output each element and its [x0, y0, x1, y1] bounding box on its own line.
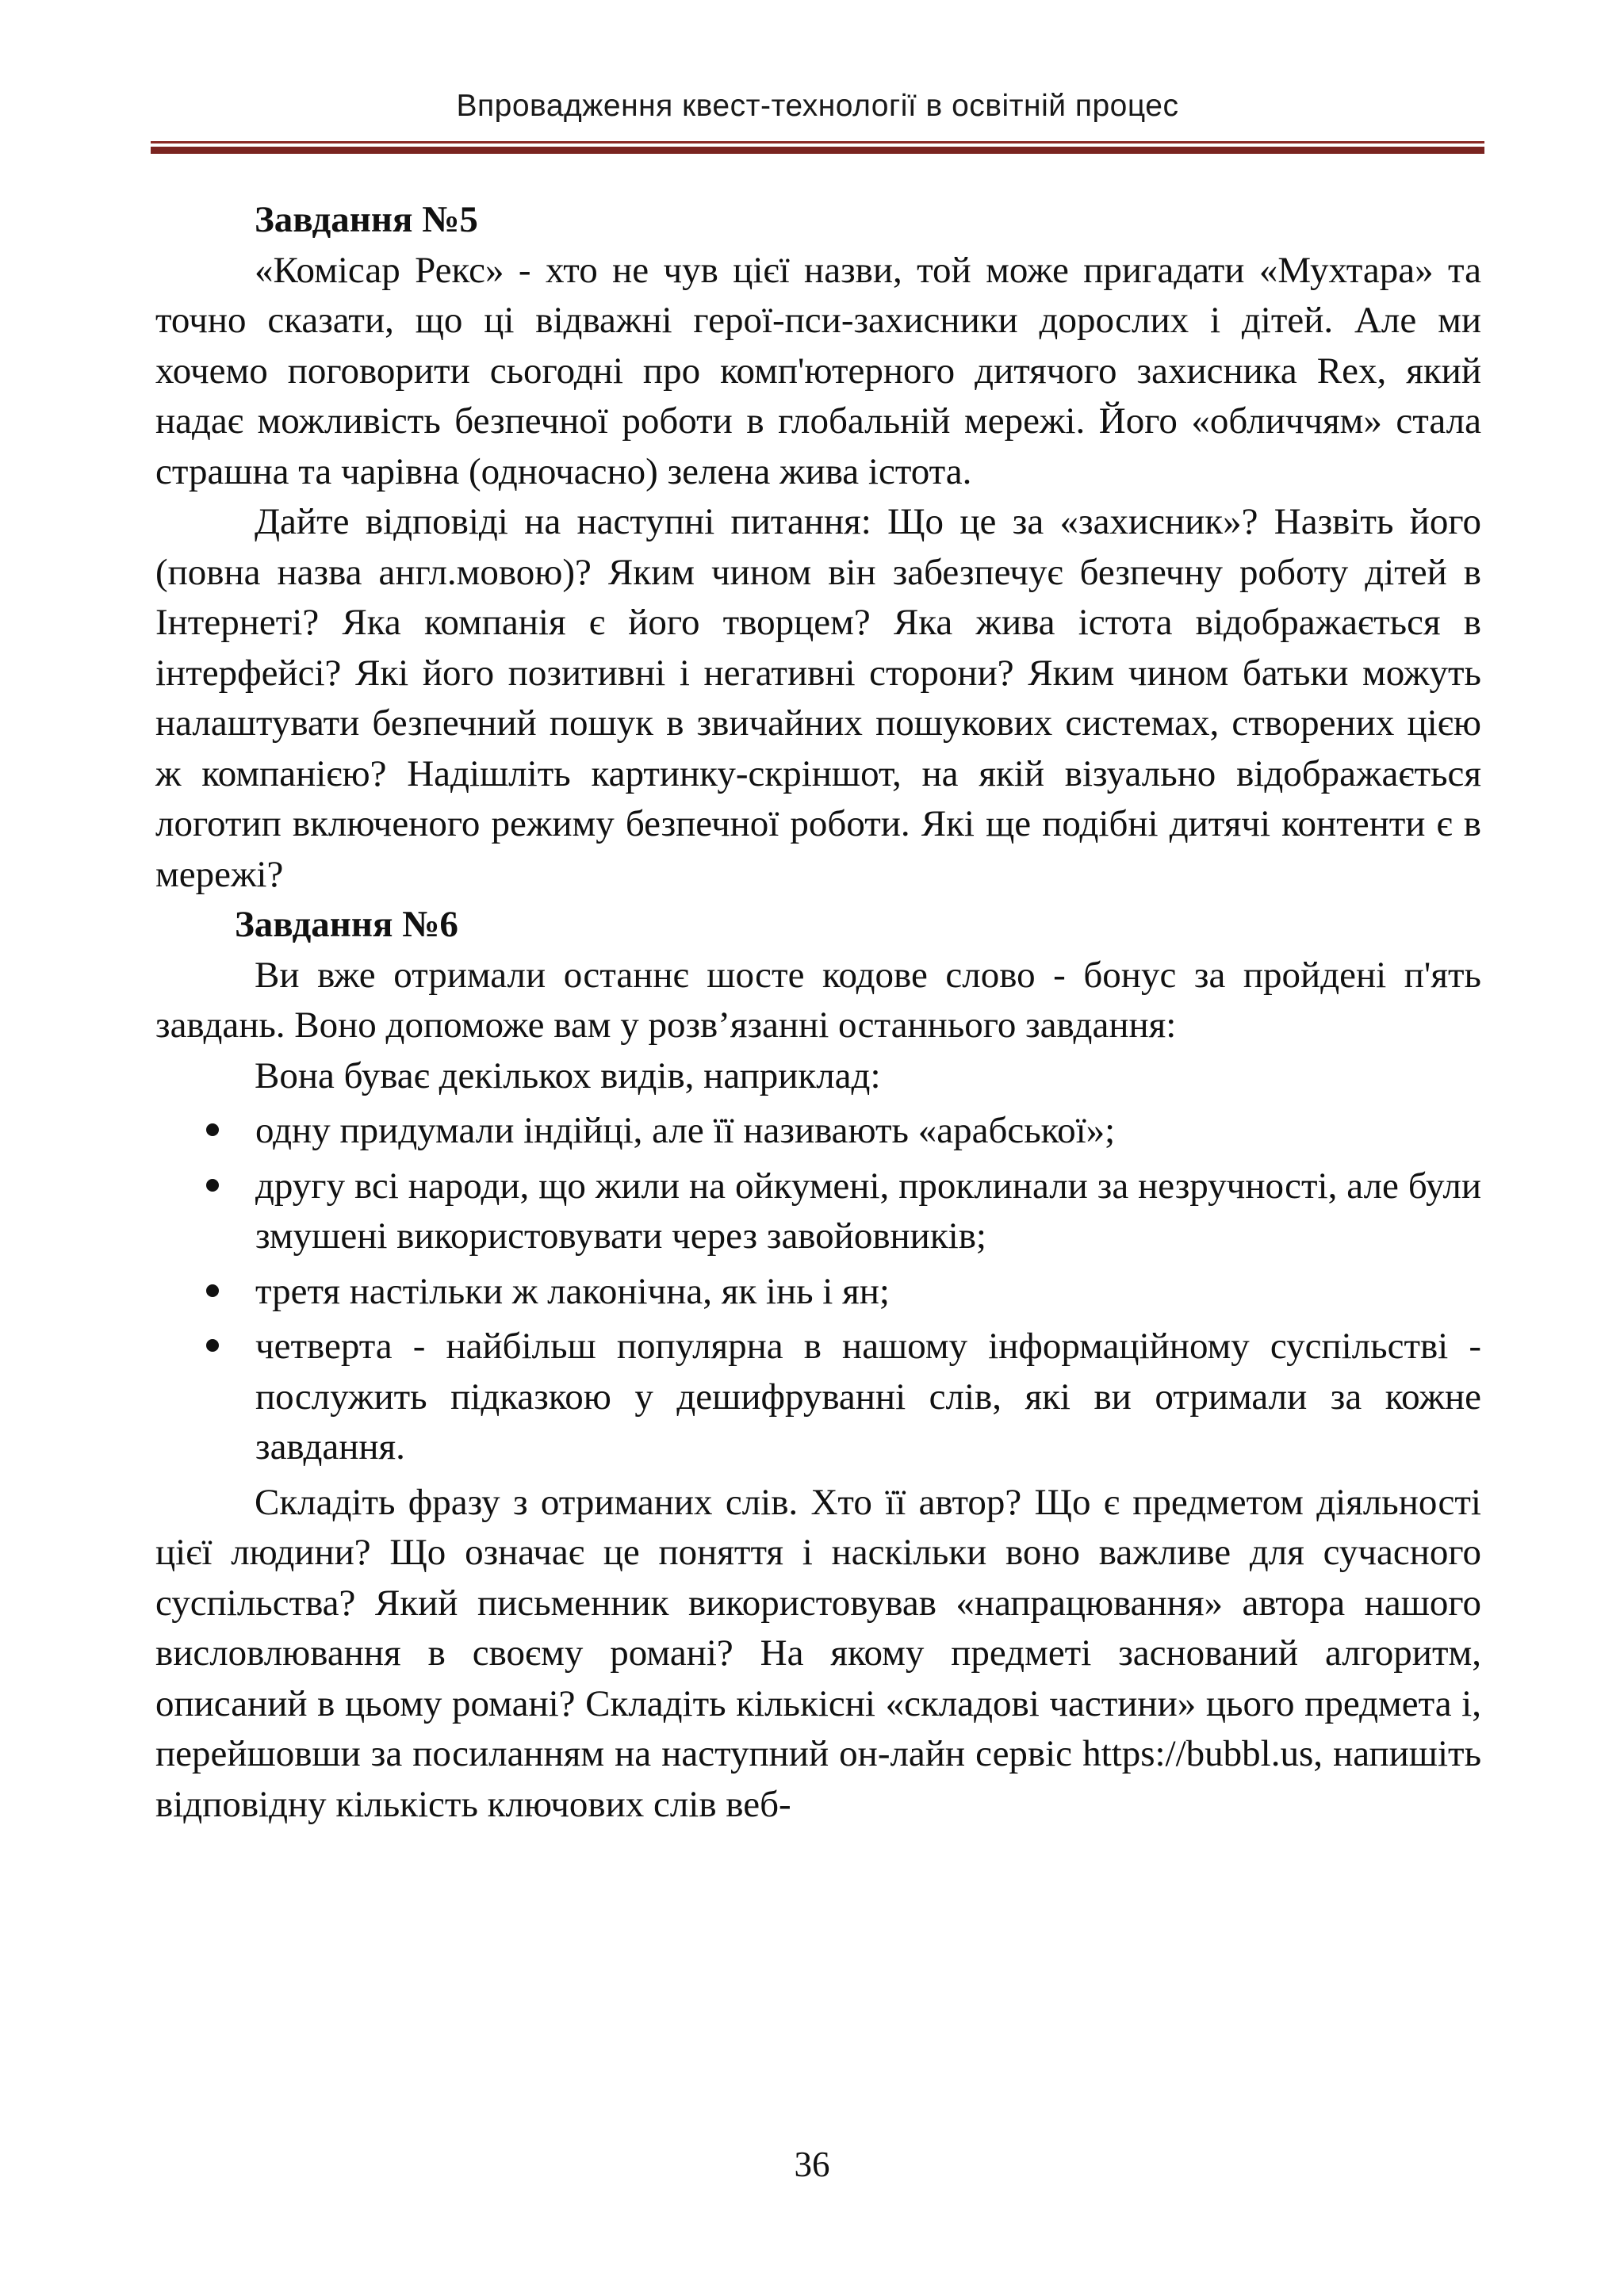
list-item-text: третя настільки ж лаконічна, як інь і ян;	[255, 1270, 890, 1312]
task6-bullet-list	[155, 1106, 1481, 1473]
task5-paragraph-intro: «Комісар Рекс» - хто не чув цієї назви, той може пригадати «Мухтара» та точно сказати, що ці відважні герої-пси-захисники дорослих і дітей. Але ми хочемо поговорити сьогодні про комп'ютерного дитячого захисника Rex, який надає можливість безпечної роботи в глобальній мережі. Його «обличчям» стала страшна та чарівна (одночасно) зелена жива істота.	[155, 249, 1481, 492]
page-content	[155, 195, 1481, 1830]
header-rule-thick	[151, 147, 1484, 154]
task5-paragraph-questions: Дайте відповіді на наступні питання: Що це за «захисник»? Назвіть його (повна назва англ.мовою)? Яким чином він забезпечує безпечну роботу дітей в Інтернеті? Яка компанія є його творцем? Яка жива істота відображається в інтерфейсі? Які його позитивні і негативні сторони? Яким чином батьки можуть налаштувати безпечний пошук в звичайних пошукових системах, створених цією ж компанією? Надішліть картинку-скріншот, на якій візуально відображається логотип включеного режиму безпечної роботи. Які ще подібні дитячі контенти є в мережі?	[155, 501, 1481, 895]
list-item	[155, 1106, 1481, 1157]
task6-paragraph-kinds: Вона буває декількох видів, наприклад:	[255, 1054, 881, 1096]
bullet-dot-icon	[206, 1284, 219, 1297]
list-item	[155, 1267, 1481, 1318]
task6-heading: Завдання №6	[235, 904, 458, 945]
list-item	[155, 1322, 1481, 1473]
running-header: Впровадження квест-технології в освітній процес	[456, 89, 1179, 123]
header-rule-thin	[151, 141, 1484, 144]
list-item-text: четверта - найбільш популярна в нашому інформаційному суспільстві - послужить підказкою у дешифруванні слів, які ви отримали за кожне завдання.	[255, 1326, 1481, 1468]
task6-paragraph-questions: Складіть фразу з отриманих слів. Хто її автор? Що є предметом діяльності цієї людини? Що означає це поняття і наскільки воно важливе для сучасного суспільства? Який письменник використовував «напрацювання» автора нашого висловлювання в своєму романі? На якому предметі заснований алгоритм, описаний в цьому романі? Складіть кількісні «складові частини» цього предмета і, перейшовши за посиланням на наступний он-лайн сервіс https://bubbl.us, напишіть відповідну кількість ключових слів веб-	[155, 1481, 1481, 1825]
list-item	[155, 1161, 1481, 1262]
bullet-dot-icon	[206, 1179, 219, 1192]
page-number: 36	[794, 2145, 830, 2184]
bullet-dot-icon	[206, 1123, 219, 1136]
task5-heading: Завдання №5	[255, 199, 478, 240]
task6-paragraph-intro: Ви вже отримали останнє шосте кодове слово - бонус за пройдені п'ять завдань. Воно допоможе вам у розв’язанні останнього завдання:	[155, 954, 1481, 1046]
list-item-text: другу всі народи, що жили на ойкумені, проклинали за незручності, але були змушені використовувати через завойовників;	[255, 1165, 1481, 1257]
list-item-text: одну придумали індійці, але її називають «арабської»;	[255, 1110, 1116, 1151]
bullet-dot-icon	[206, 1339, 219, 1352]
